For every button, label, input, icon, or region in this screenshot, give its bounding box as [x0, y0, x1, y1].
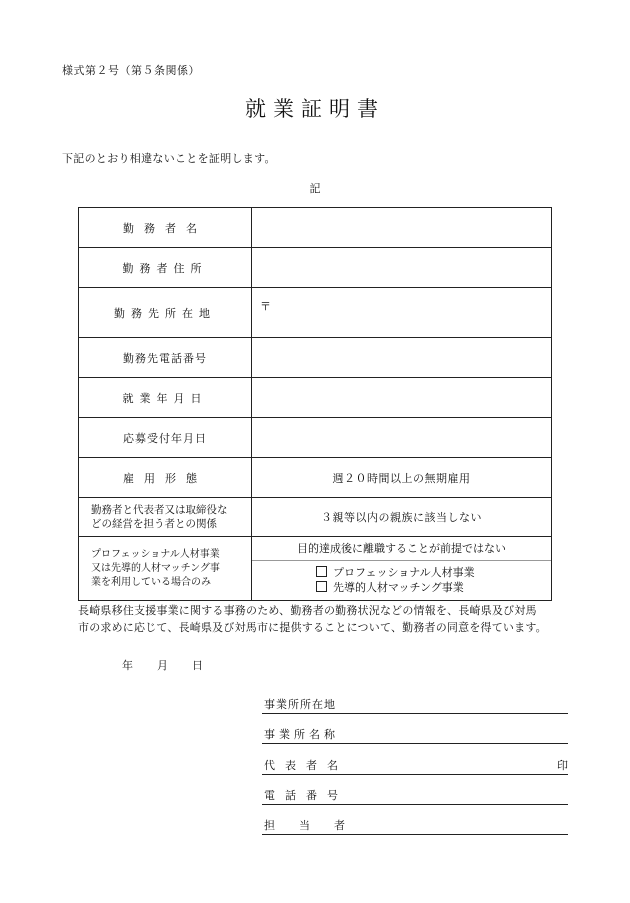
- program-cell: [252, 537, 552, 601]
- row-label-workplace-phone: 勤務先電話番号: [79, 338, 252, 378]
- consent-line2: 市の求めに応じて、長崎県及び対馬市に提供することについて、勤務者の同意を得ています。: [78, 621, 547, 634]
- option-professional-label: プロフェッショナル人材事業: [333, 566, 475, 579]
- document-title: 就業証明書: [245, 97, 385, 121]
- row-label-employment-date: 就業年月日: [79, 378, 252, 418]
- row-label-relation: [79, 498, 252, 537]
- employment-date-field[interactable]: [252, 378, 552, 418]
- program-statement: 目的達成後に離職することが前提ではない: [252, 538, 551, 561]
- representative-label: 代表者名: [264, 759, 348, 772]
- row-label-employment-type: 雇用形態: [79, 458, 252, 498]
- phone-line[interactable]: [262, 788, 568, 805]
- program-label-line3: 業を利用している場合のみ: [91, 576, 211, 588]
- office-address-label: 事業所所在地: [264, 698, 336, 711]
- ki-marker: 記: [309, 182, 321, 195]
- table-row: [79, 338, 552, 378]
- phone-label: 電話番号: [264, 789, 348, 802]
- office-name-line[interactable]: [262, 727, 568, 744]
- table-row: [79, 208, 552, 248]
- date-day-label: 日: [192, 659, 203, 672]
- worker-address-field[interactable]: [252, 248, 552, 288]
- checkbox-leading-matching[interactable]: [316, 581, 327, 592]
- row-label-worker-name: 勤務者名: [79, 208, 252, 248]
- contact-person-line[interactable]: [262, 818, 568, 835]
- table-row: [79, 498, 552, 537]
- program-label-line1: プロフェッショナル人材事業: [91, 548, 220, 560]
- intro-text: 下記のとおり相違ないことを証明します。: [62, 152, 276, 165]
- office-address-line[interactable]: [262, 697, 568, 714]
- option-professional[interactable]: [316, 565, 551, 580]
- program-label-line2: 又は先導的人材マッチング事: [91, 562, 220, 574]
- program-options: [252, 561, 551, 599]
- row-label-worker-address: 勤務者住所: [79, 248, 252, 288]
- table-row: [79, 248, 552, 288]
- contact-person-label: 担当者: [264, 819, 369, 832]
- office-name-label: 事業所名称: [264, 728, 339, 741]
- row-label-program: [79, 537, 252, 601]
- row-label-workplace-address: 勤務先所在地: [79, 288, 252, 338]
- date-month-label: 月: [157, 659, 168, 672]
- workplace-phone-field[interactable]: [252, 338, 552, 378]
- date-year-label: 年: [122, 659, 133, 672]
- table-row: [79, 537, 552, 601]
- seal-mark: 印: [557, 759, 568, 772]
- table-row: [79, 288, 552, 338]
- relation-value: ３親等以内の親族に該当しない: [252, 498, 552, 537]
- workplace-address-field[interactable]: 〒: [252, 288, 552, 338]
- checkbox-professional[interactable]: [316, 566, 327, 577]
- consent-line1: 長崎県移住支援事業に関する事務のため、勤務者の勤務状況などの情報を、長崎県及び対馬: [78, 604, 537, 617]
- representative-line[interactable]: [262, 758, 568, 775]
- certificate-table: [78, 207, 552, 601]
- table-row: [79, 458, 552, 498]
- table-row: [79, 378, 552, 418]
- relation-label-line2: どの経営を担う者との関係: [91, 518, 217, 530]
- employment-type-value: 週２０時間以上の無期雇用: [252, 458, 552, 498]
- form-number: 様式第２号（第５条関係）: [62, 64, 200, 77]
- option-leading-matching[interactable]: [316, 580, 551, 595]
- consent-statement: [78, 602, 558, 636]
- application-date-field[interactable]: [252, 418, 552, 458]
- table-row: [79, 418, 552, 458]
- option-leading-matching-label: 先導的人材マッチング事業: [333, 581, 464, 594]
- relation-label-line1: 勤務者と代表者又は取締役な: [91, 504, 228, 516]
- row-label-application-date: 応募受付年月日: [79, 418, 252, 458]
- worker-name-field[interactable]: [252, 208, 552, 248]
